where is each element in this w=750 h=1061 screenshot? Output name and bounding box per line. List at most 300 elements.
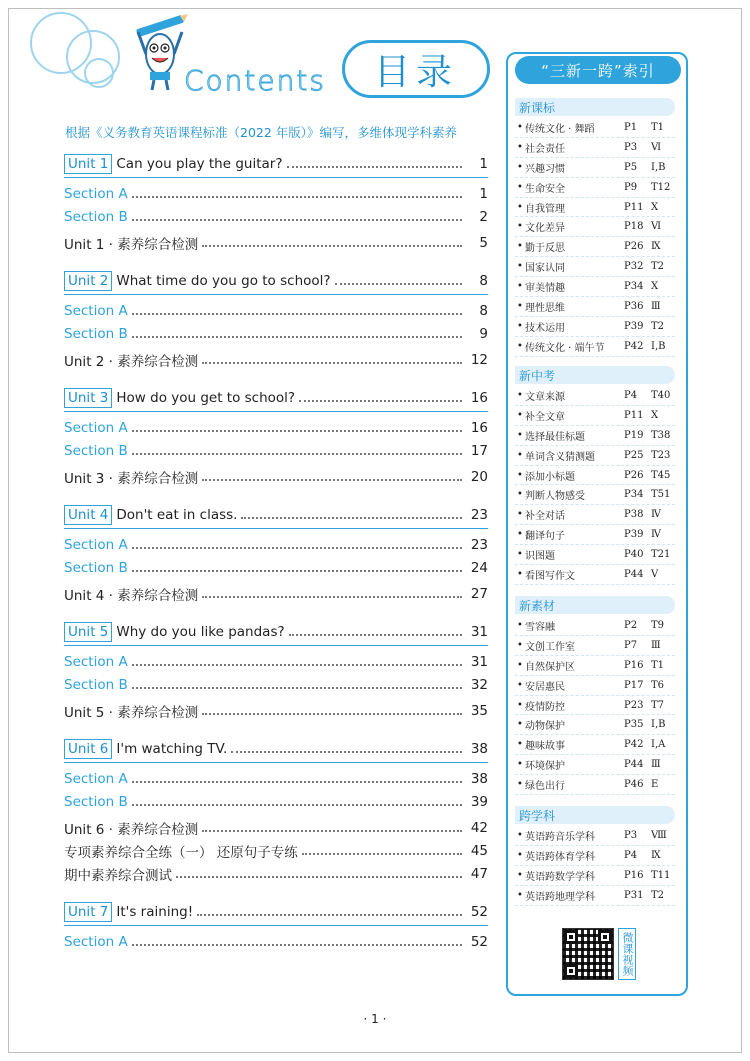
decorative-circle [84,58,114,88]
index-item-topic: 翻译句子 [525,531,565,543]
index-item[interactable] [515,337,675,357]
spacer [64,371,488,384]
index-item-question: Ⅰ,B [651,719,666,731]
index-item-topic: 审美情趣 [525,283,565,295]
index-item[interactable] [515,846,675,866]
index-item-question: Ⅳ [651,509,661,521]
unit-tag: Unit 1 [64,154,112,174]
index-item-question: T6 [651,679,665,691]
section-entry-page: 39 [470,793,488,810]
qr-code[interactable] [562,928,614,980]
index-item-question: Ⅷ [651,829,667,841]
section-entry-page: 31 [470,653,488,670]
index-item-page: P26 [624,469,644,481]
bullet-icon: • [517,639,523,651]
unit-test-entry-page: 42 [470,819,488,836]
section-entry[interactable] [64,790,488,813]
index-item-question: T9 [651,619,665,631]
index-item-topic: 自然保护区 [525,661,575,673]
bullet-icon: • [517,409,523,421]
unit-heading-page: 38 [470,740,488,757]
spacer [64,488,488,501]
bullet-icon: • [517,679,523,691]
section-entry[interactable] [64,556,488,579]
bullet-icon: • [517,568,523,580]
index-item[interactable] [515,217,675,237]
index-item-question: Ⅴ [651,568,659,580]
unit-test-entry[interactable] [64,231,488,254]
unit-block [64,267,488,371]
section-entry-label: Section A [64,419,128,436]
dot-leader [299,400,462,402]
section-entry-page: 9 [479,325,488,342]
index-item[interactable] [515,715,675,735]
bullet-icon: • [517,121,523,133]
section-entry[interactable] [64,930,488,953]
index-item-page: P18 [624,221,644,233]
index-item-question: T23 [651,449,671,461]
index-item-topic: 绿色出行 [525,781,565,793]
index-item-topic: 识图题 [525,551,555,563]
index-item-topic: 补全文章 [525,411,565,423]
index-item-page: P31 [624,889,644,901]
dot-leader [132,687,462,689]
section-entry[interactable] [64,767,488,790]
bullet-icon: • [517,829,523,841]
index-item[interactable] [515,158,675,178]
section-entry-page: 32 [470,676,488,693]
dot-leader [132,196,462,198]
index-item[interactable] [515,886,675,906]
index-item-page: P38 [624,509,644,521]
index-item-question: Ⅹ [651,409,659,421]
index-item[interactable] [515,406,675,426]
section-entry-page: 17 [470,442,488,459]
unit-test-entry-label: Unit 3 · 素养综合检测 [64,470,199,487]
unit-block [64,735,488,839]
index-item-question: Ⅲ [651,300,661,312]
index-item-topic: 文创工作室 [525,641,575,653]
index-item-question: Ⅰ,B [651,340,666,352]
unit-heading-page: 23 [470,506,488,523]
index-item-question: Ⅸ [651,849,661,861]
unit-tag: Unit 4 [64,505,112,525]
index-item-topic: 社会责任 [525,143,565,155]
index-item[interactable] [515,696,675,716]
section-entry-page: 24 [470,559,488,576]
dot-leader [197,914,462,916]
section-entry-label: Section A [64,933,128,950]
contents-heading: Contents [184,64,326,97]
unit-test-entry-page: 35 [470,702,488,719]
index-item[interactable] [515,656,675,676]
dot-leader [132,313,462,315]
section-entry-page: 2 [479,208,488,225]
index-item[interactable] [515,775,675,795]
section-entry-page: 23 [470,536,488,553]
index-item[interactable] [515,485,675,505]
bullet-icon: • [517,759,523,771]
unit-heading-page: 31 [470,623,488,640]
unit-test-entry-page: 12 [470,351,488,368]
unit-block [64,150,488,254]
index-item-topic: 环境保护 [525,761,565,773]
index-item[interactable] [515,446,675,466]
dot-leader [202,479,462,481]
index-item-topic: 判断人物感受 [525,491,585,503]
index-category [515,98,675,357]
index-item-question: Ⅵ [651,221,662,233]
index-item-page: P17 [624,679,644,691]
section-entry-label: Section A [64,770,128,787]
index-item-question: Ⅵ [651,141,662,153]
unit-test-entry[interactable] [64,816,488,839]
index-item[interactable] [515,178,675,198]
special-exercise-entry-label: 期中素养综合测试 [64,867,172,884]
index-item[interactable] [515,866,675,886]
dot-leader [287,166,463,168]
bullet-icon: • [517,300,523,312]
index-item-topic: 选择最佳标题 [525,431,585,443]
section-entry[interactable] [64,673,488,696]
unit-test-entry-page: 27 [470,585,488,602]
index-item-topic: 兴趣习惯 [525,163,565,175]
section-entry-label: Section A [64,185,128,202]
index-item-page: P40 [624,549,644,561]
index-title: “三新一跨”索引 [515,56,681,84]
index-category-heading: 新中考 [515,366,675,384]
bullet-icon: • [517,889,523,901]
unit-heading-label: How do you get to school? [116,389,296,406]
index-item-page: P3 [624,141,638,153]
index-item[interactable] [515,386,675,406]
index-category [515,596,675,795]
dot-leader [132,664,462,666]
index-item[interactable] [515,426,675,446]
special-exercise-entry[interactable] [64,839,488,862]
unit-tag: Unit 7 [64,902,112,922]
index-item[interactable] [515,198,675,218]
index-item-question: T40 [651,389,671,401]
index-item-question: Ⅲ [651,639,661,651]
page-title: 目录 [342,40,490,98]
dot-leader [132,219,462,221]
index-item-question: E [651,779,659,791]
unit-heading[interactable] [64,384,488,412]
bullet-icon: • [517,449,523,461]
index-item-page: P42 [624,739,644,751]
bullet-icon: • [517,340,523,352]
index-item-page: P32 [624,261,644,273]
index-item-page: P42 [624,340,644,352]
index-item-topic: 趣味故事 [525,741,565,753]
special-exercise-entry[interactable] [64,862,488,885]
index-item[interactable] [515,138,675,158]
section-entry[interactable] [64,299,488,322]
index-item[interactable] [515,735,675,755]
unit-heading[interactable] [64,150,488,178]
index-item-page: P34 [624,281,644,293]
index-item[interactable] [515,525,675,545]
unit-test-entry-page: 20 [470,468,488,485]
index-item-question: T2 [651,889,665,901]
index-category-heading: 跨学科 [515,806,675,824]
page-number: · 1 · [363,1012,387,1026]
index-item-page: P39 [624,320,644,332]
dot-leader [132,944,462,946]
index-item-page: P5 [624,161,638,173]
section-entry-label: Section B [64,559,128,576]
index-item-topic: 雪容融 [525,621,555,633]
section-entry-page: 8 [479,302,488,319]
index-item-page: P36 [624,300,644,312]
index-item-page: P23 [624,699,644,711]
index-item-topic: 安居惠民 [525,681,565,693]
index-item-topic: 看图写作文 [525,570,575,582]
dot-leader [231,751,462,753]
spacer [64,254,488,267]
unit-heading-page: 16 [470,389,488,406]
bullet-icon: • [517,221,523,233]
index-item-page: P9 [624,181,638,193]
index-item-page: P35 [624,719,644,731]
bullet-icon: • [517,320,523,332]
unit-block [64,618,488,722]
dot-leader [132,453,462,455]
index-item-page: P3 [624,829,638,841]
table-of-contents [64,150,488,953]
index-item-question: Ⅹ [651,281,659,293]
subtitle: 根据《义务教育英语课程标准（2022 年版）》编写，多维体现学科素养 [65,125,458,140]
unit-test-entry[interactable] [64,348,488,371]
unit-tag: Unit 2 [64,271,112,291]
index-category-heading: 新素材 [515,596,675,614]
unit-heading[interactable] [64,898,488,926]
unit-heading-page: 8 [479,272,488,289]
unit-heading[interactable] [64,618,488,646]
index-item-question: T51 [651,489,671,501]
index-item-page: P46 [624,779,644,791]
index-item-topic: 文章来源 [525,391,565,403]
unit-test-entry[interactable] [64,582,488,605]
bullet-icon: • [517,849,523,861]
bullet-icon: • [517,281,523,293]
bullet-icon: • [517,549,523,561]
micro-lesson-video-label: 微课视频 [618,928,636,980]
unit-test-entry[interactable] [64,465,488,488]
section-entry[interactable] [64,182,488,205]
bullet-icon: • [517,261,523,273]
bullet-icon: • [517,699,523,711]
index-item-page: P26 [624,241,644,253]
bullet-icon: • [517,509,523,521]
unit-block [64,384,488,488]
unit-heading-page: 52 [470,903,488,920]
unit-test-entry[interactable] [64,699,488,722]
index-item-page: P7 [624,639,638,651]
unit-heading[interactable] [64,267,488,295]
bullet-icon: • [517,181,523,193]
spacer [64,605,488,618]
index-item[interactable] [515,676,675,696]
index-item-topic: 补全对话 [525,511,565,523]
section-entry-label: Section B [64,676,128,693]
dot-leader [132,430,462,432]
section-entry-label: Section B [64,208,128,225]
bullet-icon: • [517,779,523,791]
section-entry-label: Section A [64,302,128,319]
index-item-page: P16 [624,869,644,881]
index-item[interactable] [515,277,675,297]
bullet-icon: • [517,469,523,481]
section-entry[interactable] [64,439,488,462]
index-item[interactable] [515,636,675,656]
index-item-question: Ⅰ,A [651,739,666,751]
section-entry-label: Section A [64,653,128,670]
unit-test-entry-label: Unit 4 · 素养综合检测 [64,587,199,604]
index-item-topic: 文化差异 [525,223,565,235]
section-entry-page: 1 [479,185,488,202]
index-item-topic: 动物保护 [525,721,565,733]
bullet-icon: • [517,201,523,213]
bullet-icon: • [517,429,523,441]
index-item-question: Ⅲ [651,759,661,771]
index-item[interactable] [515,826,675,846]
index-item-topic: 英语跨数学学科 [525,871,595,883]
index-item-question: Ⅰ,B [651,161,666,173]
index-item-question: Ⅸ [651,241,661,253]
dot-leader [132,570,462,572]
bullet-icon: • [517,719,523,731]
index-item-question: T12 [651,181,671,193]
section-entry[interactable] [64,650,488,673]
index-item-question: T1 [651,659,665,671]
index-item-topic: 技术运用 [525,322,565,334]
index-item-topic: 勤于反思 [525,243,565,255]
index-category-heading: 新课标 [515,98,675,116]
index-item-question: T7 [651,699,665,711]
index-item-topic: 英语跨音乐学科 [525,831,595,843]
index-item-question: Ⅳ [651,529,661,541]
unit-heading-label: What time do you go to school? [116,272,331,289]
index-item-question: T45 [651,469,671,481]
section-entry-page: 16 [470,419,488,436]
index-item-page: P2 [624,619,638,631]
index-item-question: T38 [651,429,671,441]
unit-heading[interactable] [64,501,488,529]
index-item-page: P39 [624,529,644,541]
index-item[interactable] [515,317,675,337]
bullet-icon: • [517,161,523,173]
dot-leader [289,634,462,636]
bullet-icon: • [517,739,523,751]
index-item-page: P11 [624,201,644,213]
index-item[interactable] [515,505,675,525]
dot-leader [132,781,462,783]
section-entry-page: 52 [470,933,488,950]
index-item-topic: 生命安全 [525,183,565,195]
index-item[interactable] [515,755,675,775]
section-entry[interactable] [64,322,488,345]
dot-leader [132,336,462,338]
bullet-icon: • [517,619,523,631]
index-item-topic: 自我管理 [525,203,565,215]
dot-leader [176,876,462,878]
bullet-icon: • [517,529,523,541]
spacer [64,722,488,735]
index-item[interactable] [515,545,675,565]
special-exercise-entry-page: 45 [470,842,488,859]
unit-tag: Unit 5 [64,622,112,642]
dot-leader [202,713,462,715]
unit-test-entry-label: Unit 1 · 素养综合检测 [64,236,199,253]
unit-block [64,501,488,605]
section-entry-page: 38 [470,770,488,787]
index-item-topic: 国家认同 [525,263,565,275]
dot-leader [202,245,462,247]
unit-heading[interactable] [64,735,488,763]
bullet-icon: • [517,241,523,253]
index-item-page: P34 [624,489,644,501]
spacer [64,885,488,898]
bullet-icon: • [517,141,523,153]
index-item-page: P16 [624,659,644,671]
unit-heading-label: It's raining! [116,903,194,920]
index-item-topic: 传统文化 · 舞蹈 [525,123,595,135]
index-item-page: P4 [624,389,638,401]
index-item-topic: 添加小标题 [525,471,575,483]
section-entry[interactable] [64,416,488,439]
index-item[interactable] [515,297,675,317]
index-item[interactable] [515,237,675,257]
pencil-mascot-icon [130,14,190,94]
index-item[interactable] [515,616,675,636]
index-item-topic: 传统文化 · 端午节 [525,342,605,354]
bullet-icon: • [517,869,523,881]
section-entry-label: Section B [64,442,128,459]
index-item-question: T1 [651,121,665,133]
index-item-question: T2 [651,261,665,273]
bullet-icon: • [517,489,523,501]
index-item[interactable] [515,466,675,486]
unit-test-entry-label: Unit 2 · 素养综合检测 [64,353,199,370]
special-exercise-entry-page: 47 [470,865,488,882]
unit-tag: Unit 3 [64,388,112,408]
dot-leader [241,517,462,519]
dot-leader [202,362,462,364]
section-entry-label: Section B [64,793,128,810]
index-item-topic: 疫情防控 [525,701,565,713]
index-item-page: P19 [624,429,644,441]
unit-test-entry-page: 5 [479,234,488,251]
index-item[interactable] [515,118,675,138]
index-item-page: P44 [624,568,644,580]
index-item-topic: 英语跨体育学科 [525,851,595,863]
index-item[interactable] [515,565,675,585]
section-entry-label: Section B [64,325,128,342]
index-item-topic: 英语跨地理学科 [525,891,595,903]
index-item-page: P4 [624,849,638,861]
section-entry[interactable] [64,205,488,228]
index-item[interactable] [515,257,675,277]
dot-leader [302,853,462,855]
section-entry[interactable] [64,533,488,556]
index-item-topic: 单词含义猜测题 [525,451,595,463]
unit-heading-label: Why do you like pandas? [116,623,285,640]
index-item-page: P1 [624,121,638,133]
unit-test-entry-label: Unit 6 · 素养综合检测 [64,821,199,838]
index-category [515,366,675,585]
